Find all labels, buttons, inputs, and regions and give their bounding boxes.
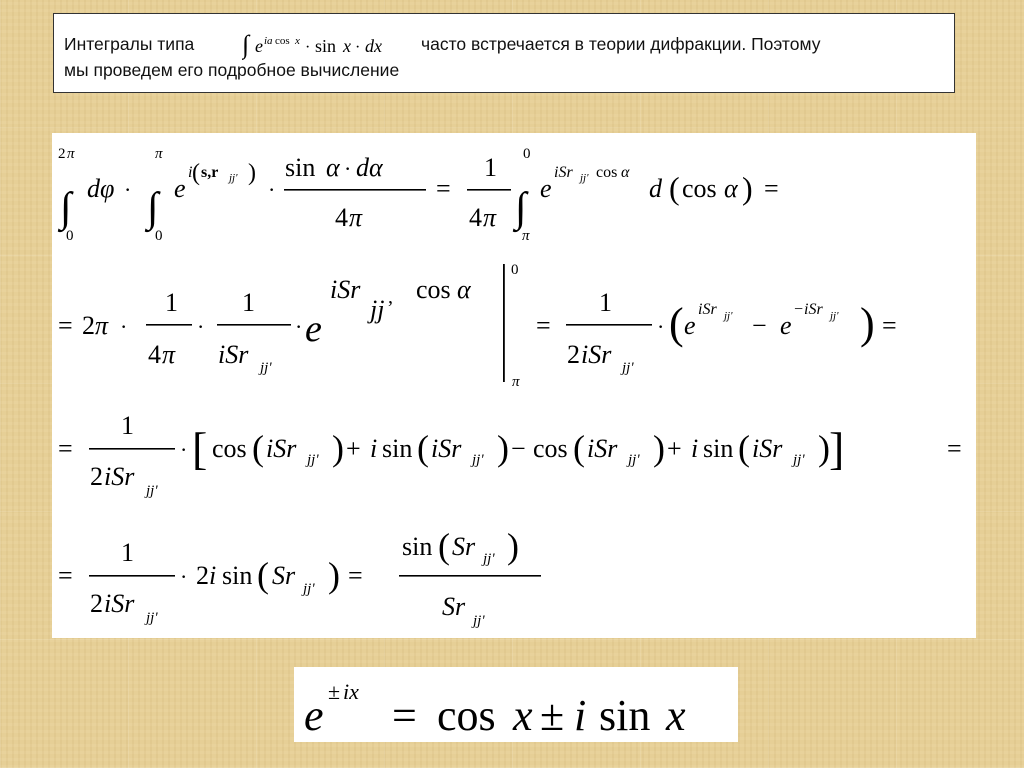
svg-text:i: i (691, 434, 699, 463)
svg-text:s,r: s,r (201, 164, 219, 181)
svg-text:sin: sin (402, 532, 433, 561)
svg-text:=: = (882, 311, 897, 340)
svg-text:π: π (512, 374, 520, 390)
svg-text:0: 0 (511, 262, 519, 278)
svg-text:2: 2 (567, 340, 580, 369)
svg-text:cos: cos (596, 164, 618, 181)
svg-text:π: π (67, 146, 75, 162)
svg-text:1: 1 (165, 288, 178, 317)
svg-text:π: π (349, 203, 363, 232)
svg-text:i: i (370, 434, 378, 463)
svg-text:dx: dx (365, 36, 382, 56)
svg-text:sin: sin (599, 691, 651, 740)
svg-text:jj': jj' (724, 310, 733, 322)
svg-text:): ) (653, 428, 665, 468)
svg-text:−: − (794, 301, 804, 318)
svg-text:=: = (392, 691, 417, 740)
svg-text:jj': jj' (146, 483, 158, 499)
svg-text:(: ( (417, 428, 429, 468)
svg-text:e: e (684, 311, 696, 340)
svg-text:sin: sin (703, 434, 734, 463)
svg-text:iSr: iSr (431, 434, 462, 463)
svg-text:]: ] (829, 423, 845, 474)
svg-text:iSr: iSr (698, 301, 717, 318)
svg-text:iSr: iSr (266, 434, 297, 463)
svg-text:cos: cos (437, 691, 496, 740)
svg-text:0: 0 (66, 228, 74, 244)
svg-text:π: π (155, 146, 163, 162)
svg-text:ia: ia (264, 35, 273, 47)
svg-text:α: α (621, 164, 630, 181)
svg-text:α: α (326, 153, 340, 182)
svg-text:−: − (511, 434, 526, 463)
svg-text:(: ( (252, 428, 264, 468)
svg-text:dφ: dφ (87, 174, 115, 203)
svg-text:∫: ∫ (515, 185, 527, 231)
svg-text:x: x (343, 36, 351, 56)
svg-text:∫: ∫ (242, 30, 250, 59)
svg-text:cos: cos (416, 275, 451, 304)
svg-text:±: ± (540, 691, 565, 740)
svg-text:jj': jj' (307, 452, 319, 468)
svg-text:(: ( (438, 526, 450, 566)
svg-text:jj': jj' (580, 172, 589, 184)
svg-text:cos: cos (682, 174, 717, 203)
svg-text:=: = (947, 434, 962, 463)
svg-text:1: 1 (599, 288, 612, 317)
svg-text:): ) (332, 428, 344, 468)
svg-text:=: = (348, 561, 363, 590)
svg-text:·: · (180, 437, 188, 462)
svg-text:0: 0 (155, 228, 163, 244)
svg-text:(: ( (669, 299, 684, 348)
svg-text:=: = (58, 311, 73, 340)
svg-text:=: = (436, 174, 451, 203)
derivation-equations (52, 133, 976, 638)
svg-text:+: + (346, 434, 361, 463)
svg-text:iSr: iSr (581, 340, 612, 369)
svg-text:jj': jj' (622, 360, 634, 376)
svg-text:jj': jj' (260, 360, 272, 376)
derivation-line-1 (57, 146, 779, 244)
svg-text:jj': jj' (472, 452, 484, 468)
svg-text:·: · (295, 314, 303, 339)
svg-text:iSr: iSr (752, 434, 783, 463)
svg-text:1: 1 (242, 288, 255, 317)
svg-text:jj': jj' (793, 452, 805, 468)
svg-text:x: x (513, 691, 533, 740)
svg-text:∫: ∫ (147, 185, 159, 231)
svg-text:e: e (305, 308, 322, 350)
svg-text:2: 2 (90, 589, 103, 618)
intro-text-before: Интегралы типа (64, 34, 195, 54)
svg-text:iSr: iSr (104, 462, 135, 491)
derivation-line-2 (58, 262, 897, 390)
svg-text:iSr: iSr (218, 340, 249, 369)
svg-text:(: ( (738, 428, 750, 468)
svg-text:=: = (58, 434, 73, 463)
svg-text:·: · (120, 314, 128, 339)
svg-text:(: ( (669, 170, 680, 206)
svg-text:=: = (764, 174, 779, 203)
svg-text:·: · (124, 177, 132, 202)
svg-text:cos: cos (212, 434, 247, 463)
svg-text:α: α (457, 275, 471, 304)
svg-text:i: i (188, 164, 193, 181)
svg-text:sin: sin (315, 36, 337, 56)
svg-text:π: π (162, 340, 176, 369)
derivation-line-4 (58, 526, 541, 629)
euler-formula-box (294, 667, 738, 742)
svg-text:i: i (574, 691, 587, 740)
svg-text:): ) (860, 299, 875, 348)
svg-text:d: d (649, 174, 662, 203)
svg-text:·: · (344, 156, 352, 181)
svg-text:e: e (174, 174, 186, 203)
svg-text:α: α (724, 174, 738, 203)
svg-text:): ) (497, 428, 509, 468)
svg-text:[: [ (192, 423, 208, 474)
svg-text:±: ± (328, 679, 341, 704)
svg-text:2: 2 (196, 561, 209, 590)
svg-text:=: = (536, 311, 551, 340)
euler-formula (294, 667, 738, 742)
svg-text:∫: ∫ (60, 185, 72, 231)
svg-text:jj': jj' (830, 310, 839, 322)
svg-text:i: i (209, 561, 217, 590)
svg-text:(: ( (192, 160, 200, 186)
svg-text:2: 2 (82, 311, 95, 340)
svg-text:Sr: Sr (452, 532, 476, 561)
svg-text:jj: jj (370, 295, 385, 324)
svg-text:jj': jj' (483, 551, 495, 567)
svg-text:): ) (248, 160, 256, 186)
svg-text:·: · (657, 314, 665, 339)
svg-text:2: 2 (58, 146, 66, 162)
svg-text:x: x (295, 35, 300, 47)
svg-text:·: · (355, 39, 361, 56)
svg-text:sin: sin (222, 561, 253, 590)
svg-text:e: e (540, 174, 552, 203)
svg-text:·: · (180, 564, 188, 589)
svg-text:iSr: iSr (804, 301, 823, 318)
svg-text:jj': jj' (628, 452, 640, 468)
svg-text:1: 1 (484, 153, 497, 182)
intro-textbox (53, 13, 955, 93)
svg-text:cos: cos (275, 35, 290, 47)
svg-text:π: π (522, 228, 530, 244)
derivation-line-3 (58, 411, 962, 499)
svg-text:iSr: iSr (104, 589, 135, 618)
svg-text:−: − (752, 311, 767, 340)
svg-text:jj': jj' (303, 581, 315, 597)
svg-text:4: 4 (335, 203, 348, 232)
svg-text:4: 4 (469, 203, 482, 232)
intro-line-2: мы проведем его подробное вычисление (64, 60, 400, 80)
svg-text:=: = (58, 561, 73, 590)
svg-text:ix: ix (343, 679, 359, 704)
svg-text:+: + (667, 434, 682, 463)
intro-integral-formula (242, 25, 422, 65)
svg-text:,: , (388, 286, 393, 308)
derivation-panel (52, 133, 976, 638)
svg-text:dα: dα (356, 153, 383, 182)
svg-text:cos: cos (533, 434, 568, 463)
svg-text:sin: sin (285, 153, 316, 182)
svg-text:1: 1 (121, 411, 134, 440)
svg-text:iSr: iSr (330, 275, 361, 304)
svg-text:Sr: Sr (272, 561, 296, 590)
svg-text:·: · (268, 177, 276, 202)
svg-text:): ) (742, 170, 753, 206)
svg-text:e: e (255, 36, 263, 56)
svg-text:): ) (507, 526, 519, 566)
svg-text:1: 1 (121, 538, 134, 567)
svg-text:jj': jj' (473, 613, 485, 629)
svg-text:2: 2 (90, 462, 103, 491)
svg-text:): ) (818, 428, 830, 468)
svg-text:x: x (666, 691, 686, 740)
svg-text:): ) (328, 555, 340, 595)
intro-text-after: часто встречается в теории дифракции. Поэтому (421, 34, 821, 54)
svg-text:Sr: Sr (442, 592, 466, 621)
svg-text:π: π (95, 311, 109, 340)
svg-text:iSr: iSr (554, 164, 573, 181)
svg-text:e: e (780, 311, 792, 340)
svg-text:jj': jj' (146, 610, 158, 626)
svg-text:(: ( (257, 555, 269, 595)
svg-text:0: 0 (523, 146, 531, 162)
svg-text:e: e (304, 691, 324, 740)
svg-text:(: ( (573, 428, 585, 468)
svg-text:4: 4 (148, 340, 161, 369)
svg-text:π: π (483, 203, 497, 232)
svg-text:jj': jj' (229, 172, 238, 184)
svg-text:sin: sin (382, 434, 413, 463)
svg-text:·: · (197, 314, 205, 339)
svg-text:iSr: iSr (587, 434, 618, 463)
svg-text:·: · (305, 39, 311, 56)
